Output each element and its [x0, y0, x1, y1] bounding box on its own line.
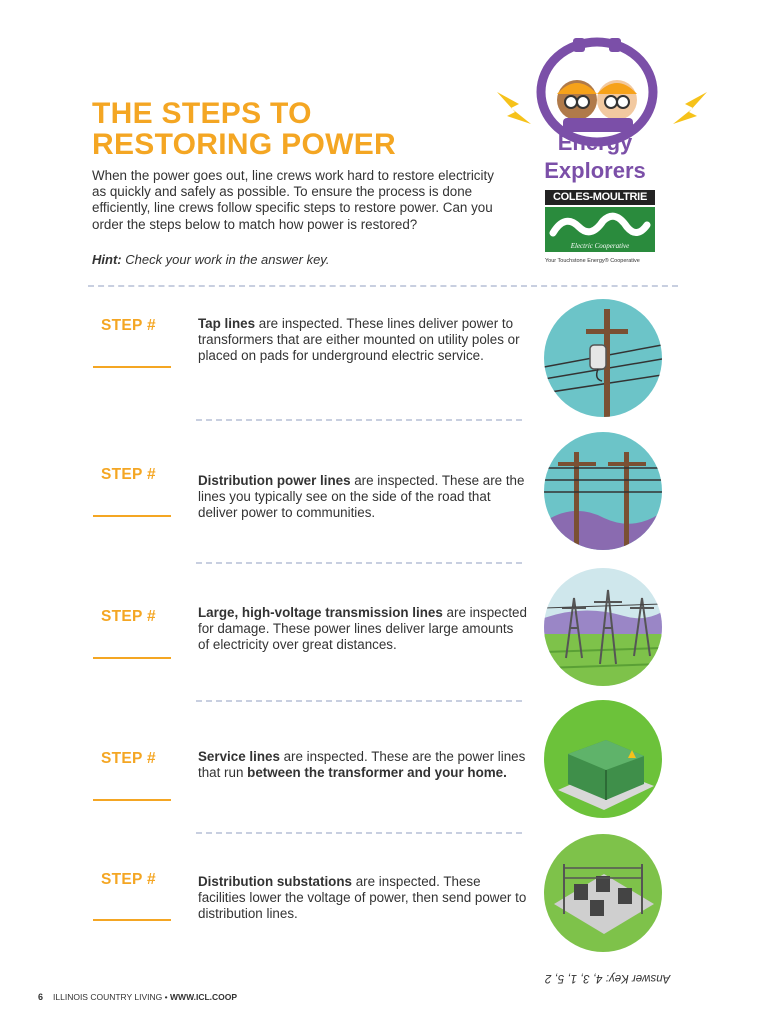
- step-1-body: are inspected. These lines deliver power to transformers that are either mounted on utility poles or placed on pads for underground electric service.: [198, 316, 520, 363]
- step-3-bold: Large, high-voltage transmission lines: [198, 605, 443, 620]
- step-5-answer-blank[interactable]: [93, 919, 171, 921]
- step-5-bold: Distribution substations: [198, 874, 352, 889]
- divider-top: [88, 285, 678, 287]
- coop-emblem: [545, 207, 655, 252]
- hint: [92, 252, 329, 267]
- coop-name: COLES-MOULTRIE: [545, 190, 655, 205]
- step-4-label: STEP #: [101, 750, 156, 767]
- step-5-label: STEP #: [101, 871, 156, 888]
- answer-key: Answer Key: 4, 3, 1, 5, 2: [545, 972, 671, 984]
- utility-pole-transformer-icon: [544, 299, 662, 417]
- page-title: [92, 98, 492, 160]
- step-1-answer-blank[interactable]: [93, 366, 171, 368]
- step-4-answer-blank[interactable]: [93, 799, 171, 801]
- divider-3: [196, 700, 522, 702]
- step-4-bold-2: between the transformer and your home.: [247, 764, 507, 780]
- intro-paragraph: When the power goes out, line crews work hard to restore electricity as quickly and safely as possible. To ensure the process is done efficiently, line crews follow specific steps to restore power. Can you order the steps below to match how power is restored?: [92, 168, 494, 232]
- step-1-bold: Tap lines: [198, 316, 256, 331]
- coop-tagline: Your Touchstone Energy® Cooperative: [545, 258, 640, 264]
- step-2-answer-blank[interactable]: [93, 515, 171, 517]
- title-line-1: THE STEPS TO: [92, 97, 312, 130]
- step-2-body: are inspected. These are the lines you typically see on the side of the road that deliver power to communities.: [198, 473, 525, 520]
- step-3-body: are inspected for damage. These power lines deliver large amounts of electricity over great distances.: [198, 605, 527, 652]
- step-3-answer-blank[interactable]: [93, 657, 171, 659]
- footer-separator: •: [164, 992, 168, 1002]
- step-4-bold: Service lines: [198, 749, 280, 764]
- step-3-text: [198, 605, 528, 652]
- title-line-2: RESTORING POWER: [92, 128, 396, 161]
- coop-sub-text: Electric Cooperative: [570, 242, 630, 250]
- pad-mount-transformer-icon: [544, 700, 662, 818]
- footer-url[interactable]: WWW.ICL.COOP: [170, 992, 238, 1002]
- publication-name: ILLINOIS COUNTRY LIVING: [53, 992, 163, 1002]
- hint-text: Check your work in the answer key.: [121, 252, 330, 267]
- substation-icon: [544, 834, 662, 952]
- divider-1: [196, 419, 522, 421]
- divider-4: [196, 832, 522, 834]
- step-3-label: STEP #: [101, 608, 156, 625]
- logo-title-energy: Energy: [557, 130, 633, 155]
- step-4-text: [198, 749, 528, 781]
- hint-label: Hint:: [92, 252, 122, 267]
- transmission-towers-icon: [544, 568, 662, 686]
- step-5-text: [198, 874, 528, 921]
- distribution-pole-icon: [544, 432, 662, 550]
- step-2-bold: Distribution power lines: [198, 473, 351, 488]
- logo-title-explorers: Explorers: [544, 158, 646, 183]
- step-1-label: STEP #: [101, 317, 156, 334]
- page-footer: [38, 992, 237, 1002]
- step-2-label: STEP #: [101, 466, 156, 483]
- page-number: 6: [38, 992, 44, 1002]
- step-1-text: [198, 316, 528, 363]
- cm-logo-icon: [545, 207, 655, 252]
- divider-2: [196, 562, 522, 564]
- step-4-body: are inspected. These are the power lines that run: [198, 749, 526, 780]
- step-5-body: are inspected. These facilities lower the voltage of power, then send power to distribution lines.: [198, 874, 527, 921]
- coop-logo: [545, 190, 655, 252]
- step-2-text: [198, 473, 528, 520]
